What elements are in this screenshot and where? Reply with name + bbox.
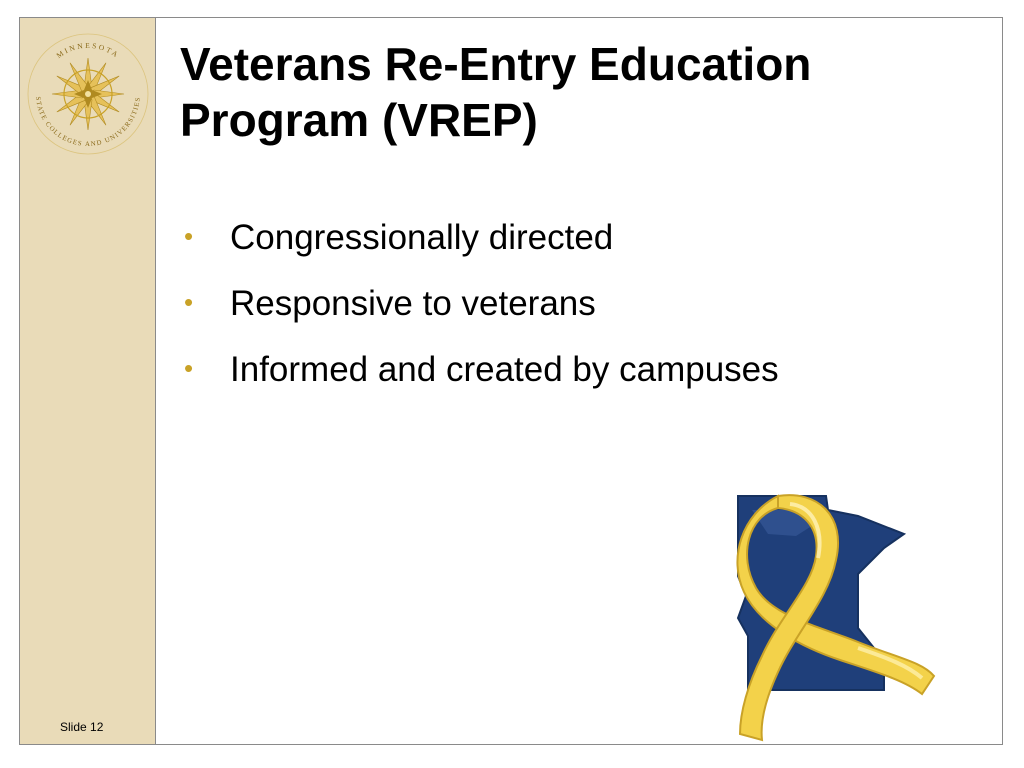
bullet-text: Responsive to veterans (230, 284, 596, 323)
bullet-item (184, 350, 779, 416)
star-seal-icon (24, 30, 152, 158)
slide-title-line-1: Veterans Re-Entry Education (180, 38, 812, 90)
minnesota-yellow-ribbon-icon (708, 476, 938, 746)
sidebar-band (20, 18, 156, 744)
seal-arc-top: MINNESOTA (54, 40, 122, 61)
bullet-text: Congressionally directed (230, 218, 614, 257)
bullet-item (184, 284, 779, 350)
slide (19, 17, 1003, 745)
bullet-text: Informed and created by campuses (230, 350, 779, 389)
bullet-dot-icon: • (184, 287, 194, 317)
bullet-item (184, 218, 779, 284)
bullet-dot-icon: • (184, 353, 194, 383)
slide-title (180, 36, 980, 148)
bullet-dot-icon: • (184, 221, 194, 251)
bullet-list (184, 218, 779, 416)
slide-number: Slide 12 (60, 720, 104, 734)
seal-arc-bottom: STATE COLLEGES AND UNIVERSITIES (34, 96, 142, 149)
slide-title-line-2: Program (VREP) (180, 94, 538, 146)
